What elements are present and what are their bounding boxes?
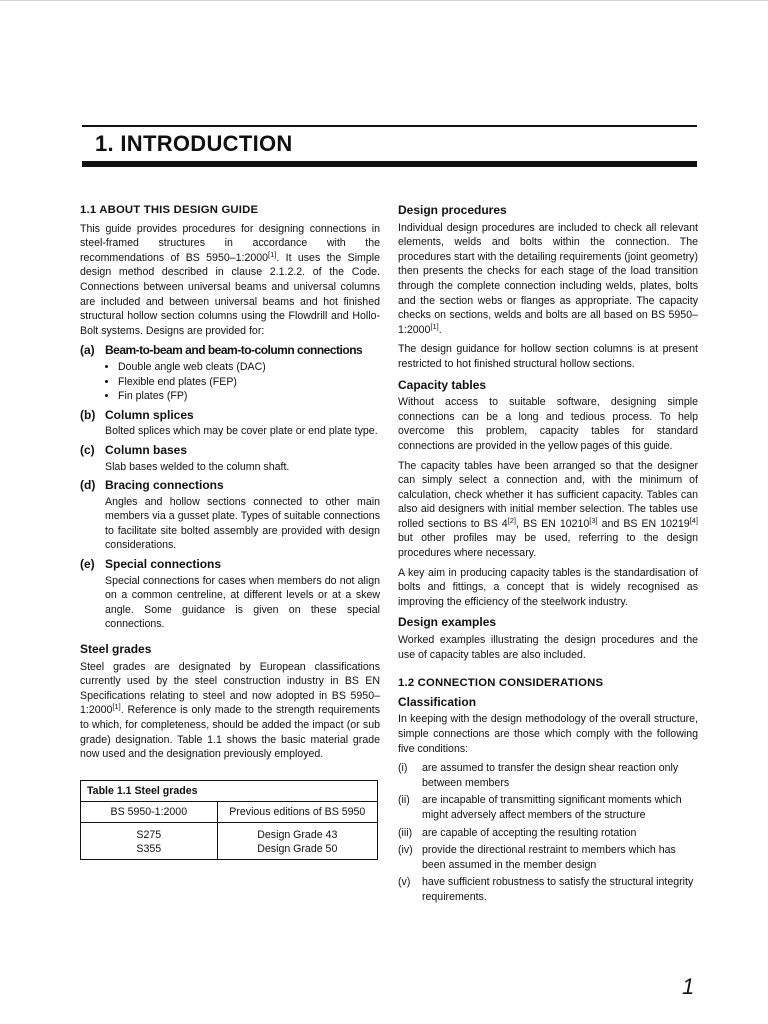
list-item: • Double angle web cleats (DAC) [118,360,380,375]
intro-paragraph: This guide provides procedures for designing connections in steel-framed structures in accordance with the recommendations of BS 5950–1:2000[1]. It uses the Simple design method described in clause 2.1.2.2. of the Code. Connections between universal beams and universal columns are included and between universal beams and hot finished structural hollow section columns using the Flowdrill and Hollo-Bolt systems. Designs are provided for: [80,222,381,337]
chapter-title: 1. INTRODUCTION [95,131,293,156]
design-item-d-title: Bracing connections [105,478,224,493]
list-item: (iii) are capable of accepting the resulting rotation [398,826,637,839]
design-item-e-title: Special connections [105,557,222,572]
design-procedures-heading: Design procedures [398,203,507,217]
table-cell: S275 S355 [81,822,218,859]
design-item-b-title: Column splices [105,407,194,422]
steel-grades-table [80,780,378,860]
page-top-edge [0,0,768,1]
design-item-d-text: Angles and hollow sections connected to other main members via a gusset plate. Types of suitable connections to facilitate site bolted assembly are provided with design considerations. [105,495,380,552]
classification-paragraph: In keeping with the design methodology of the overall structure, simple connections are those which comply with the following five conditions: [398,713,698,755]
table-cell: Design Grade 43 Design Grade 50 [217,822,377,859]
reference-marker: [2] [507,515,517,525]
design-procedures-paragraph: Individual design procedures are included to check all relevant elements, welds and bolts within the connection. The procedures start with the detailing requirements (joint geometry) then presents the checks for each stage of the load transition through the complete connection including welds, plates, bolts and the section webs or flanges as appropriate. The capacity checks on sections, welds and bolts are all based on BS 5950–1:2000[1]. [398,221,698,336]
conditions-list [398,761,698,904]
table-caption: Table 1.1 Steel grades [81,780,378,801]
list-item: • Fin plates (FP) [118,389,380,404]
table-header: Previous editions of BS 5950 [217,801,377,822]
design-item-c-text: Slab bases welded to the column shaft. [105,460,290,473]
steel-grades-heading: Steel grades [80,642,152,657]
reference-marker: [4] [689,515,698,525]
design-item-c: (c) Column bases Slab bases welded to the column shaft. [80,443,380,474]
reference-marker: [1] [430,321,439,331]
left-column [80,203,380,860]
design-item-b: (b) Column splices Bolted splices which may be cover plate or end plate type. [80,408,380,439]
capacity-tables-paragraph-2: The capacity tables have been arranged so that the designer can simply select a connection and, with the minimum of calculation, check whether it has sufficient capacity. Tables can also aid designers with initial member selection. The tables use rolled sections to BS 4[2], BS EN 10210[3] and BS EN 10219[4] but other profiles may be used, referring to the design procedures where necessary. [398,459,698,560]
list-item: (ii) are incapable of transmitting significant moments which might adversely affect members of the structure [398,794,682,821]
list-item: (v) have sufficient robustness to satisfy the structural integrity requirements. [398,876,694,903]
capacity-tables-heading: Capacity tables [398,377,487,392]
reference-marker: [1] [268,249,277,259]
classification-heading: Classification [398,694,477,709]
design-item-d: (d) Bracing connections Angles and hollow sections connected to other main members via a gusset plate. Types of suitable connections to facilitate site bolted assembly are provided with design considerations. [80,478,380,552]
section-heading-connection-considerations: 1.2 CONNECTION CONSIDERATIONS [398,677,604,690]
capacity-tables-paragraph-1: Without access to suitable software, designing simple connections can be a long and tedious process. To help overcome this problem, capacity tables for standard connections are provided in the yellow pages of this guide. [398,396,698,452]
design-examples-paragraph: Worked examples illustrating the design procedures and the use of capacity tables are also included. [398,634,698,661]
design-item-e-text: Special connections for cases when members do not align on a common centreline, at different levels or at a skew angle. Some guidance is given on these special connections. [105,574,380,631]
capacity-tables-paragraph-3: A key aim in producing capacity tables is the standardisation of bolts and fittings, a concept that is widely recognised as improving the efficiency of the steelwork industry. [398,566,698,608]
list-item: (iv) provide the directional restraint to members which has been assumed in the member design [398,844,676,871]
right-column [398,203,698,908]
reference-marker: [3] [589,515,598,525]
steel-grades-paragraph: Steel grades are designated by European classifications currently used by the steel construction industry in BS EN Specifications relating to steel and now adopted in BS 5950–1:2000[1]. Reference is only made to the strength requirements to which, for completeness, should be added the impact (or sub grade) designation. Table 1.1 shows the basic material grade now used and the designation previously employed. [80,660,380,761]
hollow-section-paragraph: The design guidance for hollow section columns is at present restricted to hot finished structural hollow sections. [398,343,698,370]
reference-marker: [1] [112,702,121,712]
chapter-rule-bottom [82,161,697,167]
list-item: • Flexible end plates (FEP) [118,375,380,390]
table-header: BS 5950-1:2000 [81,801,218,822]
connection-type-list [105,360,380,404]
list-item: (i) are assumed to transfer the design shear reaction only between members [398,762,679,789]
section-heading-about-guide: 1.1 ABOUT THIS DESIGN GUIDE [80,204,259,216]
design-item-c-title: Column bases [105,442,188,457]
design-item-a: (a) Beam-to-beam and beam-to-column connections • Double angle web cleats (DAC) • Flexible end plates (FEP) • Fin plates (FP) [80,343,380,403]
page-number: 1 [682,974,695,999]
design-item-e: (e) Special connections Special connections for cases when members do not align on a common centreline, at different levels or at a skew angle. Some guidance is given on these special connections. [80,557,380,631]
chapter-rule-top [82,125,697,127]
design-item-b-text: Bolted splices which may be cover plate or end plate type. [105,425,378,438]
design-examples-heading: Design examples [398,615,497,630]
design-item-a-title: Beam-to-beam and beam-to-column connections [105,343,363,358]
